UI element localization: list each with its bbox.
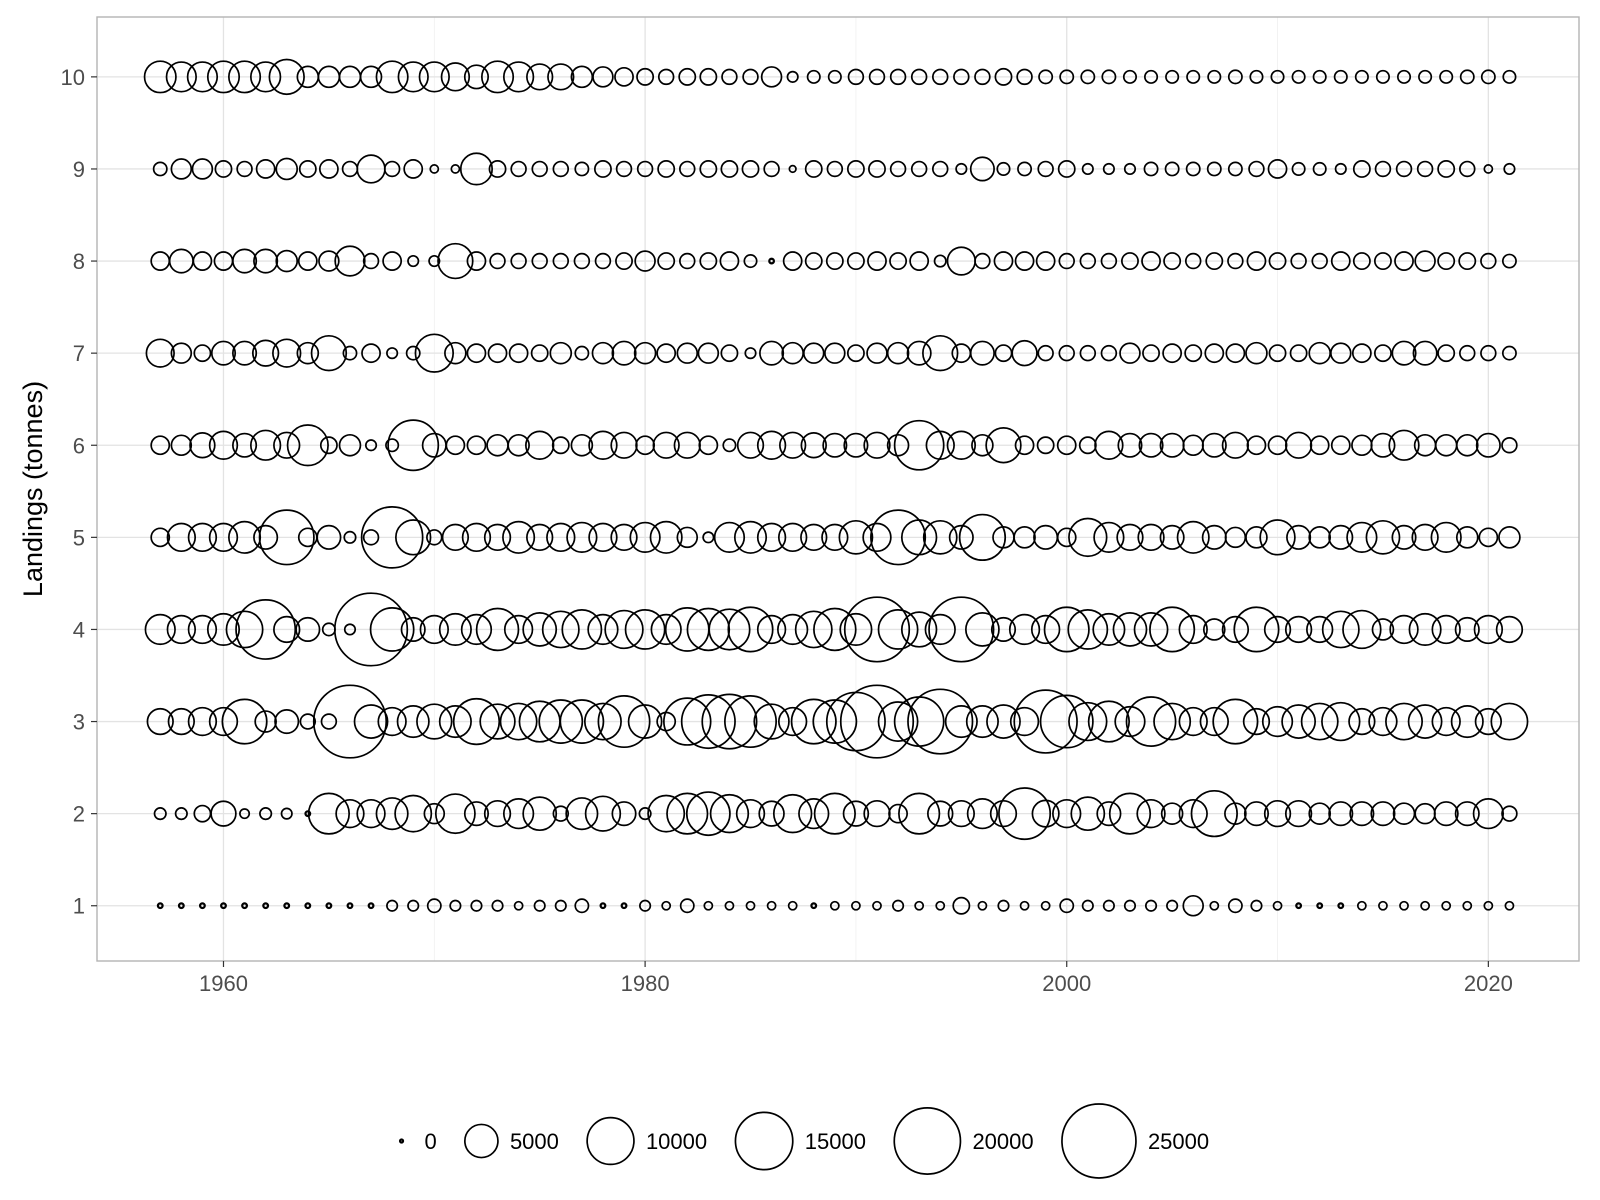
- y-tick-label: 1: [72, 893, 85, 919]
- x-tick-label: 2000: [1042, 971, 1092, 996]
- legend-label: 15000: [804, 1129, 866, 1154]
- legend-label: 5000: [509, 1129, 559, 1154]
- legend-label: 20000: [972, 1129, 1034, 1154]
- y-tick-label: 7: [72, 341, 85, 367]
- legend-label: 10000: [645, 1129, 708, 1154]
- legend-label: 25000: [1147, 1129, 1210, 1154]
- y-tick-label: 3: [72, 709, 85, 735]
- y-tick-label: 4: [72, 617, 85, 643]
- y-tick-label: 10: [60, 64, 85, 90]
- y-tick-label: 8: [72, 249, 85, 275]
- y-tick-label: 2: [72, 801, 85, 827]
- x-tick-label: 1960: [199, 971, 248, 996]
- y-tick-label: 6: [72, 433, 85, 459]
- x-tick-label: 1980: [620, 971, 670, 996]
- y-tick-label: 9: [72, 156, 85, 182]
- legend-label: 0: [424, 1129, 437, 1154]
- y-axis-label: Landings (tonnes): [18, 380, 48, 598]
- x-tick-label: 2020: [1463, 971, 1513, 996]
- y-tick-label: 5: [72, 525, 85, 551]
